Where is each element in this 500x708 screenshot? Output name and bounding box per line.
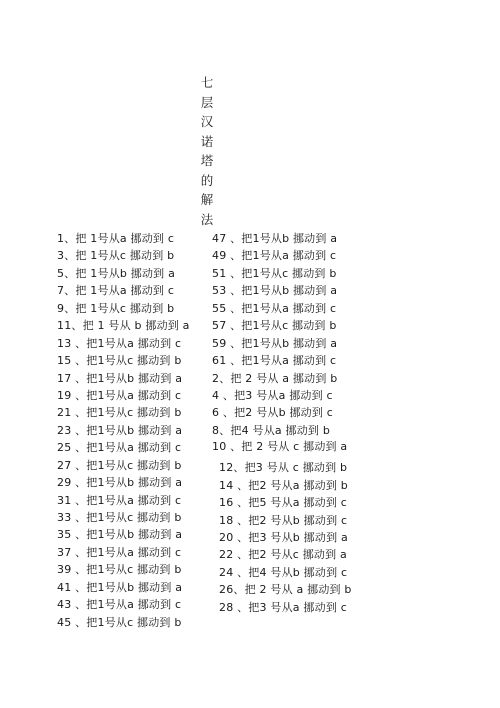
- step-line: 61 、把1号从a 挪动到 c: [212, 354, 337, 368]
- step-line: 53 、把1号从b 挪动到 a: [212, 284, 338, 298]
- step-line: 3、把 1号从c 挪动到 b: [57, 249, 175, 263]
- step-line: 25 、把1号从a 挪动到 c: [57, 441, 182, 455]
- step-line: 39 、把1号从c 挪动到 b: [57, 563, 182, 577]
- step-line: 57 、把1号从c 挪动到 b: [212, 319, 337, 333]
- step-line: 17 、把1号从b 挪动到 a: [57, 371, 183, 385]
- step-line: 6 、把2 号从b 挪动到 c: [212, 406, 334, 420]
- step-line: 55 、把1号从a 挪动到 c: [212, 301, 337, 315]
- step-line: 11、把 1 号从 b 挪动到 a: [57, 319, 190, 333]
- right-column: [212, 230, 372, 616]
- step-line: 43 、把1号从a 挪动到 c: [57, 598, 182, 612]
- left-column: [57, 230, 207, 631]
- step-line: 33 、把1号从c 挪动到 b: [57, 511, 182, 524]
- step-line: 7、把 1号从a 挪动到 c: [57, 284, 175, 298]
- step-line: 35 、把1号从b 挪动到 a: [57, 528, 183, 542]
- step-line: 10 、把 2 号从 c 挪动到 a: [212, 440, 348, 454]
- step-line: 45 、把1号从c 挪动到 b: [57, 615, 182, 629]
- step-line: 20 、把3 号从b 挪动到 a: [219, 531, 348, 544]
- step-line: 47 、把1号从b 挪动到 a: [212, 232, 338, 245]
- step-line: 27 、把1号从c 挪动到 b: [57, 458, 182, 472]
- step-line: 37 、把1号从a 挪动到 c: [57, 545, 182, 559]
- step-line: 18 、把2 号从b 挪动到 c: [219, 513, 348, 527]
- step-line: 4 、把3 号从a 挪动到 c: [212, 388, 333, 402]
- step-line: 49 、把1号从a 挪动到 c: [212, 249, 337, 263]
- step-line: 23 、把1号从b 挪动到 a: [57, 423, 183, 437]
- step-line: 51 、把1号从c 挪动到 b: [212, 266, 337, 280]
- step-line: 29 、把1号从b 挪动到 a: [57, 476, 183, 490]
- step-line: 15 、把1号从c 挪动到 b: [57, 354, 182, 368]
- step-line: 8、把4 号从a 挪动到 b: [212, 423, 331, 437]
- step-line: 9、把 1号从c 挪动到 b: [57, 301, 175, 315]
- step-line: 59 、把1号从b 挪动到 a: [212, 336, 338, 350]
- step-line: 22 、把2 号从c 挪动到 a: [219, 548, 347, 562]
- step-line: 21 、把1号从c 挪动到 b: [57, 406, 182, 420]
- step-line: 13 、把1号从a 挪动到 c: [57, 336, 182, 350]
- step-line: 5、把 1号从b 挪动到 a: [57, 266, 176, 280]
- step-line: 31 、把1号从a 挪动到 c: [57, 493, 182, 507]
- step-line: 24 、把4 号从b 挪动到 c: [219, 565, 348, 579]
- step-line: 16 、把5 号从a 挪动到 c: [219, 496, 347, 510]
- step-line: 19 、把1号从a 挪动到 c: [57, 388, 182, 402]
- step-line: 14 、把2 号从a 挪动到 b: [219, 478, 348, 492]
- step-line: 26、把 2 号从 a 挪动到 b: [219, 583, 352, 597]
- document-title: 七层汉诺塔的解法: [200, 75, 214, 227]
- step-line: 12、把3 号从 c 挪动到 b: [219, 461, 348, 475]
- step-line: 28 、把3 号从a 挪动到 c: [219, 600, 347, 614]
- step-line: 2、把 2 号从 a 挪动到 b: [212, 371, 338, 385]
- step-line: 41 、把1号从b 挪动到 a: [57, 580, 183, 594]
- step-line: 1、把 1号从a 挪动到 c: [57, 232, 175, 245]
